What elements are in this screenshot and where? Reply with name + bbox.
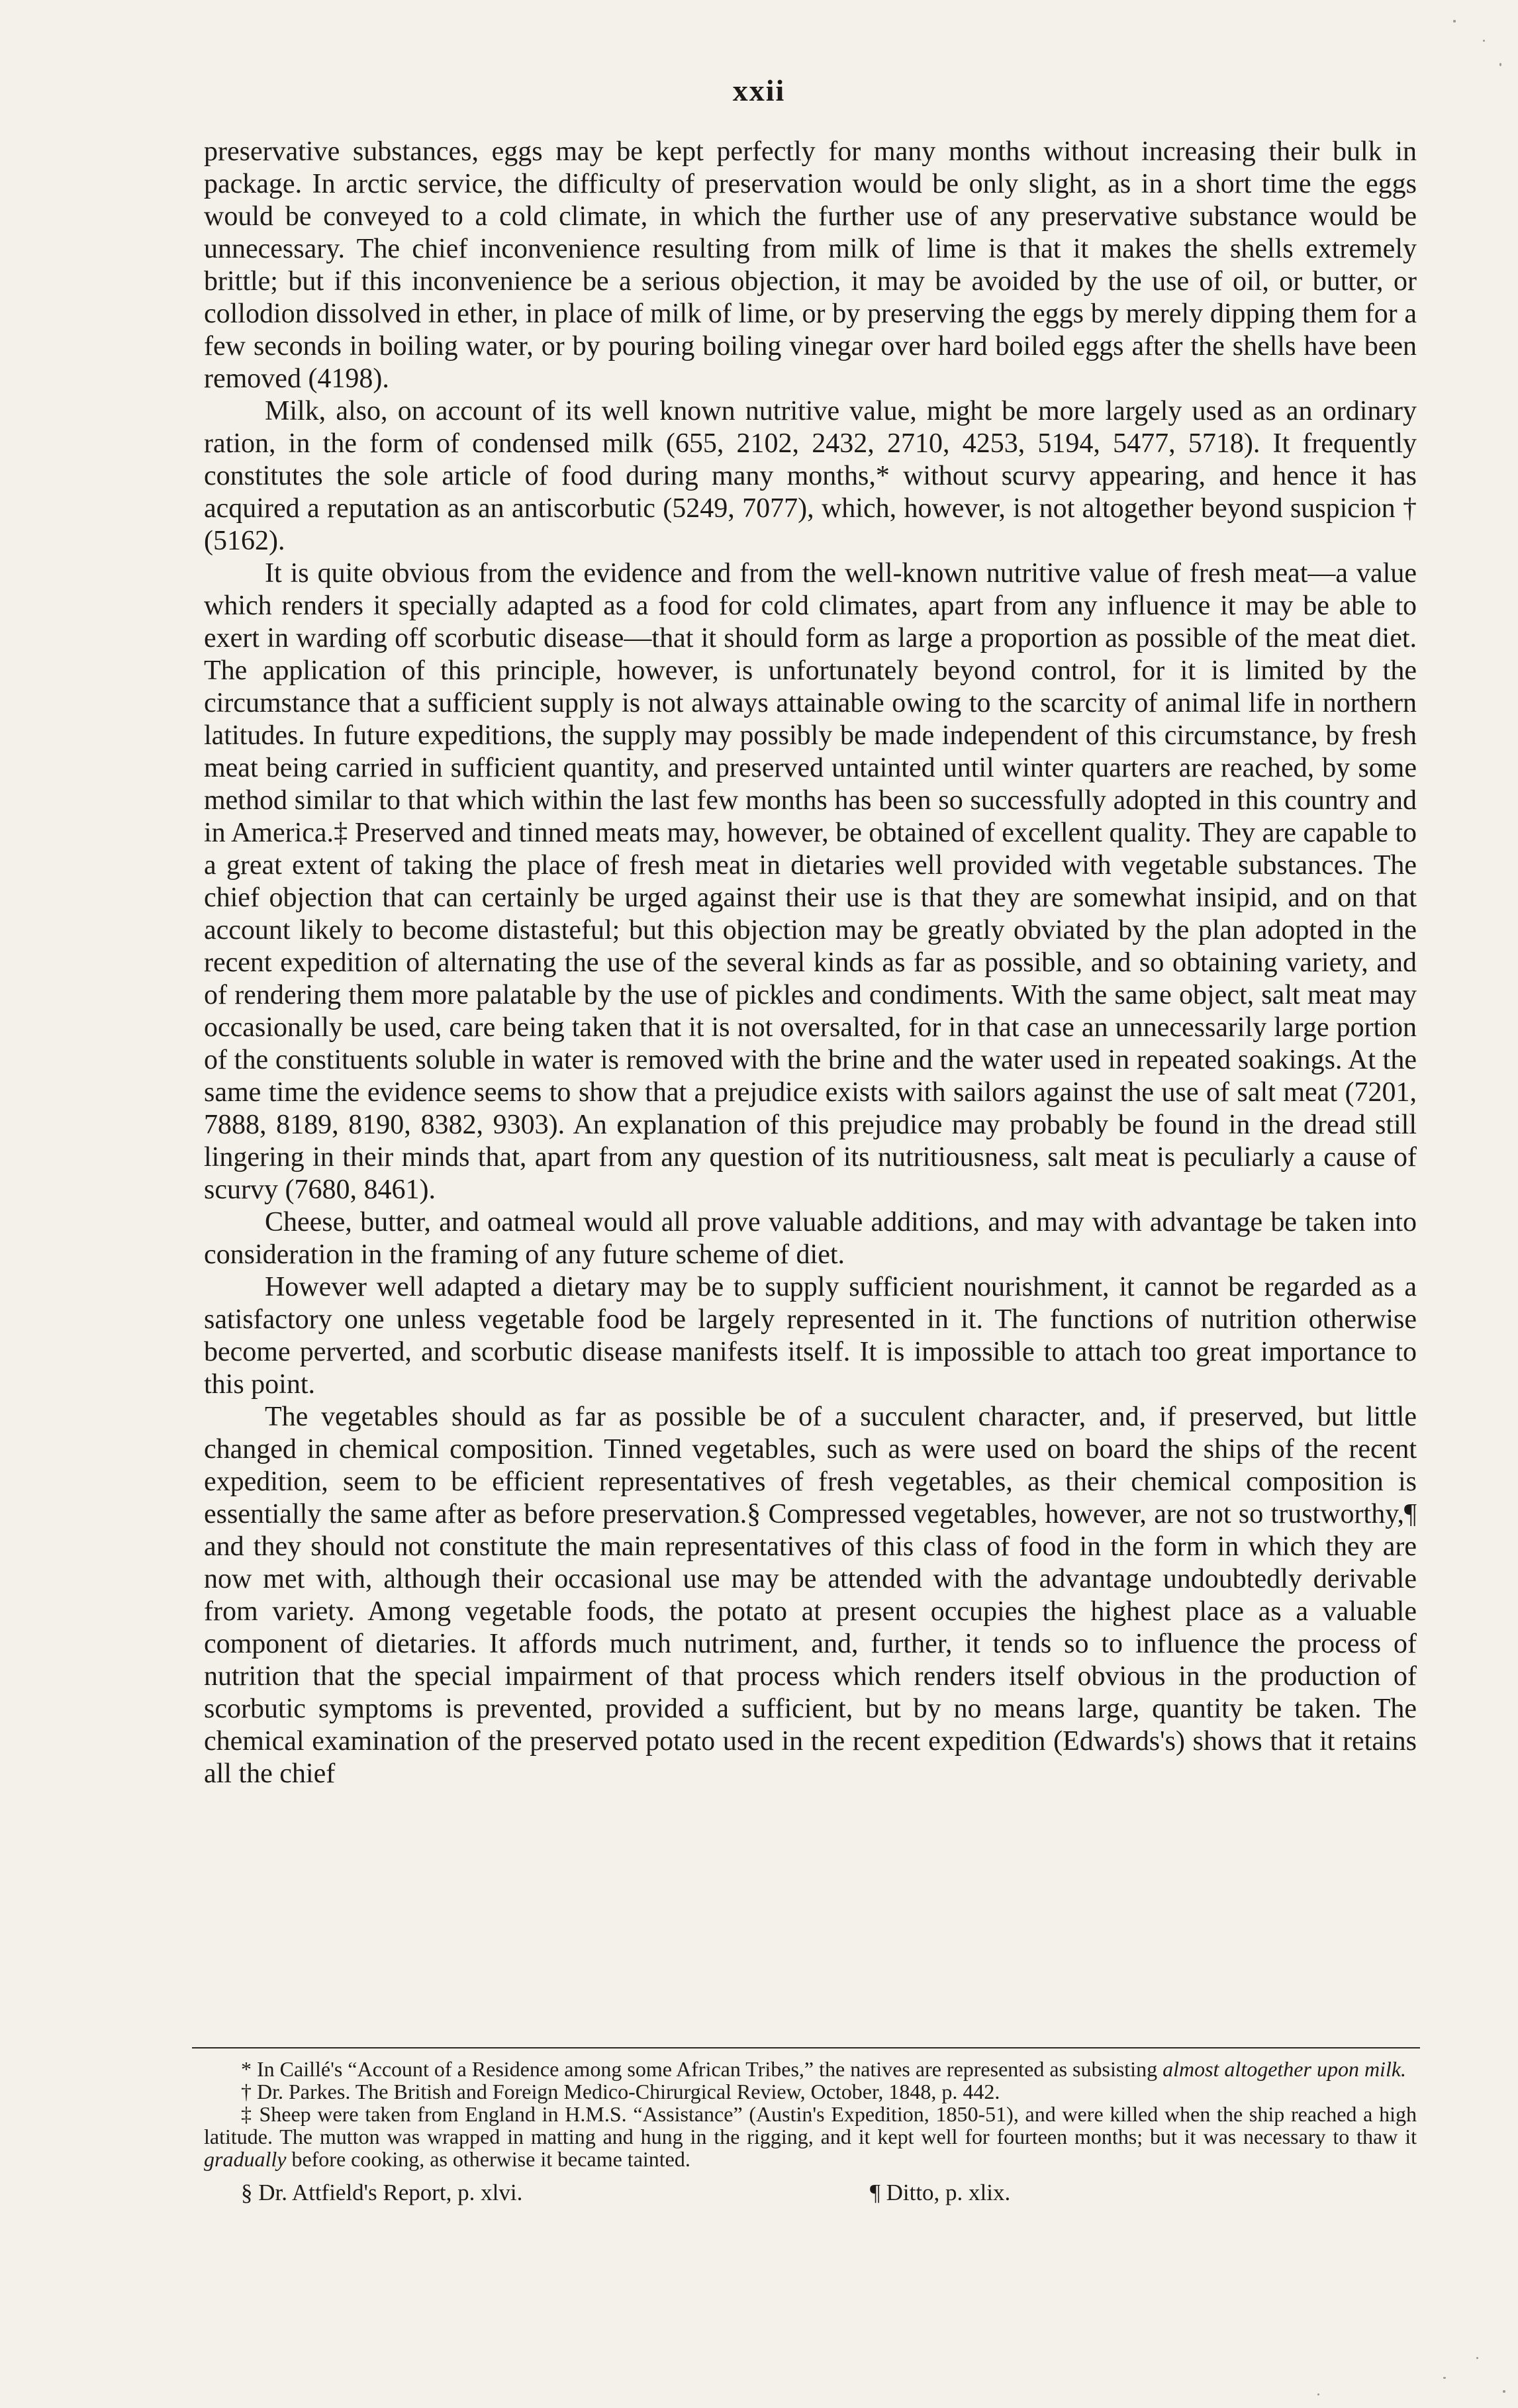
- scan-speck: [1483, 40, 1485, 42]
- footnote-double-dagger-end: before cooking, as otherwise it became tainted.: [286, 2147, 690, 2171]
- footnote-star-text: * In Caillé's “Account of a Residence among some African Tribes,” the natives are represented as subsisting: [241, 2057, 1163, 2081]
- footnote-double-dagger: [204, 2103, 1417, 2170]
- page-number: xxii: [732, 73, 786, 107]
- paragraph-eggs-continued: preservative substances, eggs may be kept perfectly for many months without increasing their bulk in package. In arctic service, the difficulty of preservation would be only slight, as in a short time the eggs would be conveyed to a cold climate, in which the further use of any preservative substance would be unnecessary. The chief inconvenience resulting from milk of lime is that it makes the shells extremely brittle; but if this inconvenience be a serious objection, it may be avoided by the use of oil, or butter, or collodion dissolved in ether, in place of milk of lime, or by preserving the eggs by merely dipping them for a few seconds in boiling water, or by pouring boiling vinegar over hard boiled eggs after the shells have been removed (4198).: [204, 136, 1417, 394]
- paragraph-cheese-butter: Cheese, butter, and oatmeal would all prove valuable additions, and may with advantage be taken into consideration in the framing of any future scheme of diet.: [204, 1207, 1417, 1270]
- scan-speck: [1453, 20, 1456, 23]
- footnote-star-italic: almost altogether upon milk.: [1162, 2057, 1407, 2081]
- scan-speck: [1443, 2377, 1446, 2379]
- paragraph-milk: Milk, also, on account of its well known nutritive value, might be more largely used as an ordinary ration, in the form of condensed milk (655, 2102, 2432, 2710, 4253, 5194, 5477, 5718). It frequently constitutes the sole article of food during many months,* without scurvy appearing, and hence it has acquired a reputation as an antiscorbutic (5249, 7077), which, however, is not altogether beyond suspicion † (5162).: [204, 396, 1417, 556]
- footnote-double-dagger-italic: gradually: [204, 2147, 287, 2171]
- paragraph-vegetable-food: However well adapted a dietary may be to supply sufficient nourishment, it cannot be regarded as a satisfactory one unless vegetable food be largely represented in it. The functions of nutrition otherwise become perverted, and scorbutic disease manifests itself. It is impossible to attach too great importance to this point.: [204, 1272, 1417, 1400]
- footnote-section: § Dr. Attfield's Report, p. xlvi.: [241, 2180, 523, 2205]
- paragraph-vegetables: The vegetables should as far as possible be of a succulent character, and, if preserved, but little changed in chemical composition. Tinned vegetables, such as were used on board the ships of the recent expedition, seem to be efficient representatives of fresh vegetables, as their chemical composition is essentially the same after as before preservation.§ Compressed vegetables, however, are not so trustworthy,¶ and they should not constitute the main representatives of this class of food in the form in which they are now met with, although their occasional use may be attended with the advantage undoubtedly derivable from variety. Among vegetable foods, the potato at present occupies the highest place as a valuable component of dietaries. It affords much nutriment, and, further, it tends so to influence the process of nutrition that the special impairment of that process which renders itself obvious in the production of scorbutic symptoms is prevented, provided a sufficient, but by no means large, quantity be taken. The chemical examination of the preserved potato used in the recent expedition (Edwards's) shows that it retains all the chief: [204, 1402, 1417, 1789]
- paragraph-fresh-meat: It is quite obvious from the evidence and from the well-known nutritive value of fresh meat—a value which renders it specially adapted as a food for cold climates, apart from any influence it may be able to exert in warding off scorbutic disease—that it should form as large a proportion as possible of the meat diet. The application of this principle, however, is unfortunately beyond control, for it is limited by the circumstance that a sufficient supply is not always attainable owing to the scarcity of animal life in northern latitudes. In future expeditions, the supply may possibly be made independent of this circumstance, by fresh meat being carried in sufficient quantity, and preserved untainted until winter quarters are reached, by some method similar to that which within the last few months has been so successfully adopted in this country and in America.‡ Preserved and tinned meats may, however, be obtained of excellent quality. They are capable to a great extent of taking the place of fresh meat in dietaries well provided with vegetable substances. The chief objection that can certainly be urged against their use is that they are somewhat insipid, and on that account likely to become distasteful; but this objection may be greatly obviated by the plan adopted in the recent expedition of alternating the use of the several kinds as far as possible, and so obtaining variety, and of rendering them more palatable by the use of pickles and condiments. With the same object, salt meat may occasionally be used, care being taken that it is not oversalted, for in that case an unnecessarily large portion of the constituents soluble in water is removed with the brine and the water used in repeated soakings. At the same time the evidence seems to show that a prejudice exists with sailors against the use of salt meat (7201, 7888, 8189, 8190, 8382, 9303). An explanation of this prejudice may probably be found in the dread still lingering in their minds that, apart from any question of its nutritiousness, salt meat is peculiarly a cause of scurvy (7680, 8461).: [204, 558, 1417, 1205]
- footnote-divider: [192, 2047, 1420, 2048]
- scan-speck: [1503, 2390, 1505, 2393]
- footnote-dagger: † Dr. Parkes. The British and Foreign Medico-Chirurgical Review, October, 1848, p. 442.: [241, 2080, 1000, 2103]
- footnote-star: [204, 2058, 1417, 2080]
- scan-speck: [1317, 2393, 1319, 2395]
- footnote-row-final: [204, 2180, 1417, 2206]
- scan-speck: [1499, 63, 1501, 66]
- footnote-pilcrow: ¶ Ditto, p. xlix.: [870, 2180, 1011, 2205]
- footnotes: [204, 2058, 1417, 2206]
- footnote-double-dagger-text: ‡ Sheep were taken from England in H.M.S. “Assistance” (Austin's Expedition, 1850-51), and were killed when the ship reached a high latitude. The mutton was wrapped in matting and hung in the rigging, and it kept well for fourteen months; but it was necessary to thaw it: [204, 2102, 1417, 2148]
- scan-speck: [1476, 2357, 1478, 2359]
- body-text: [204, 136, 1417, 1790]
